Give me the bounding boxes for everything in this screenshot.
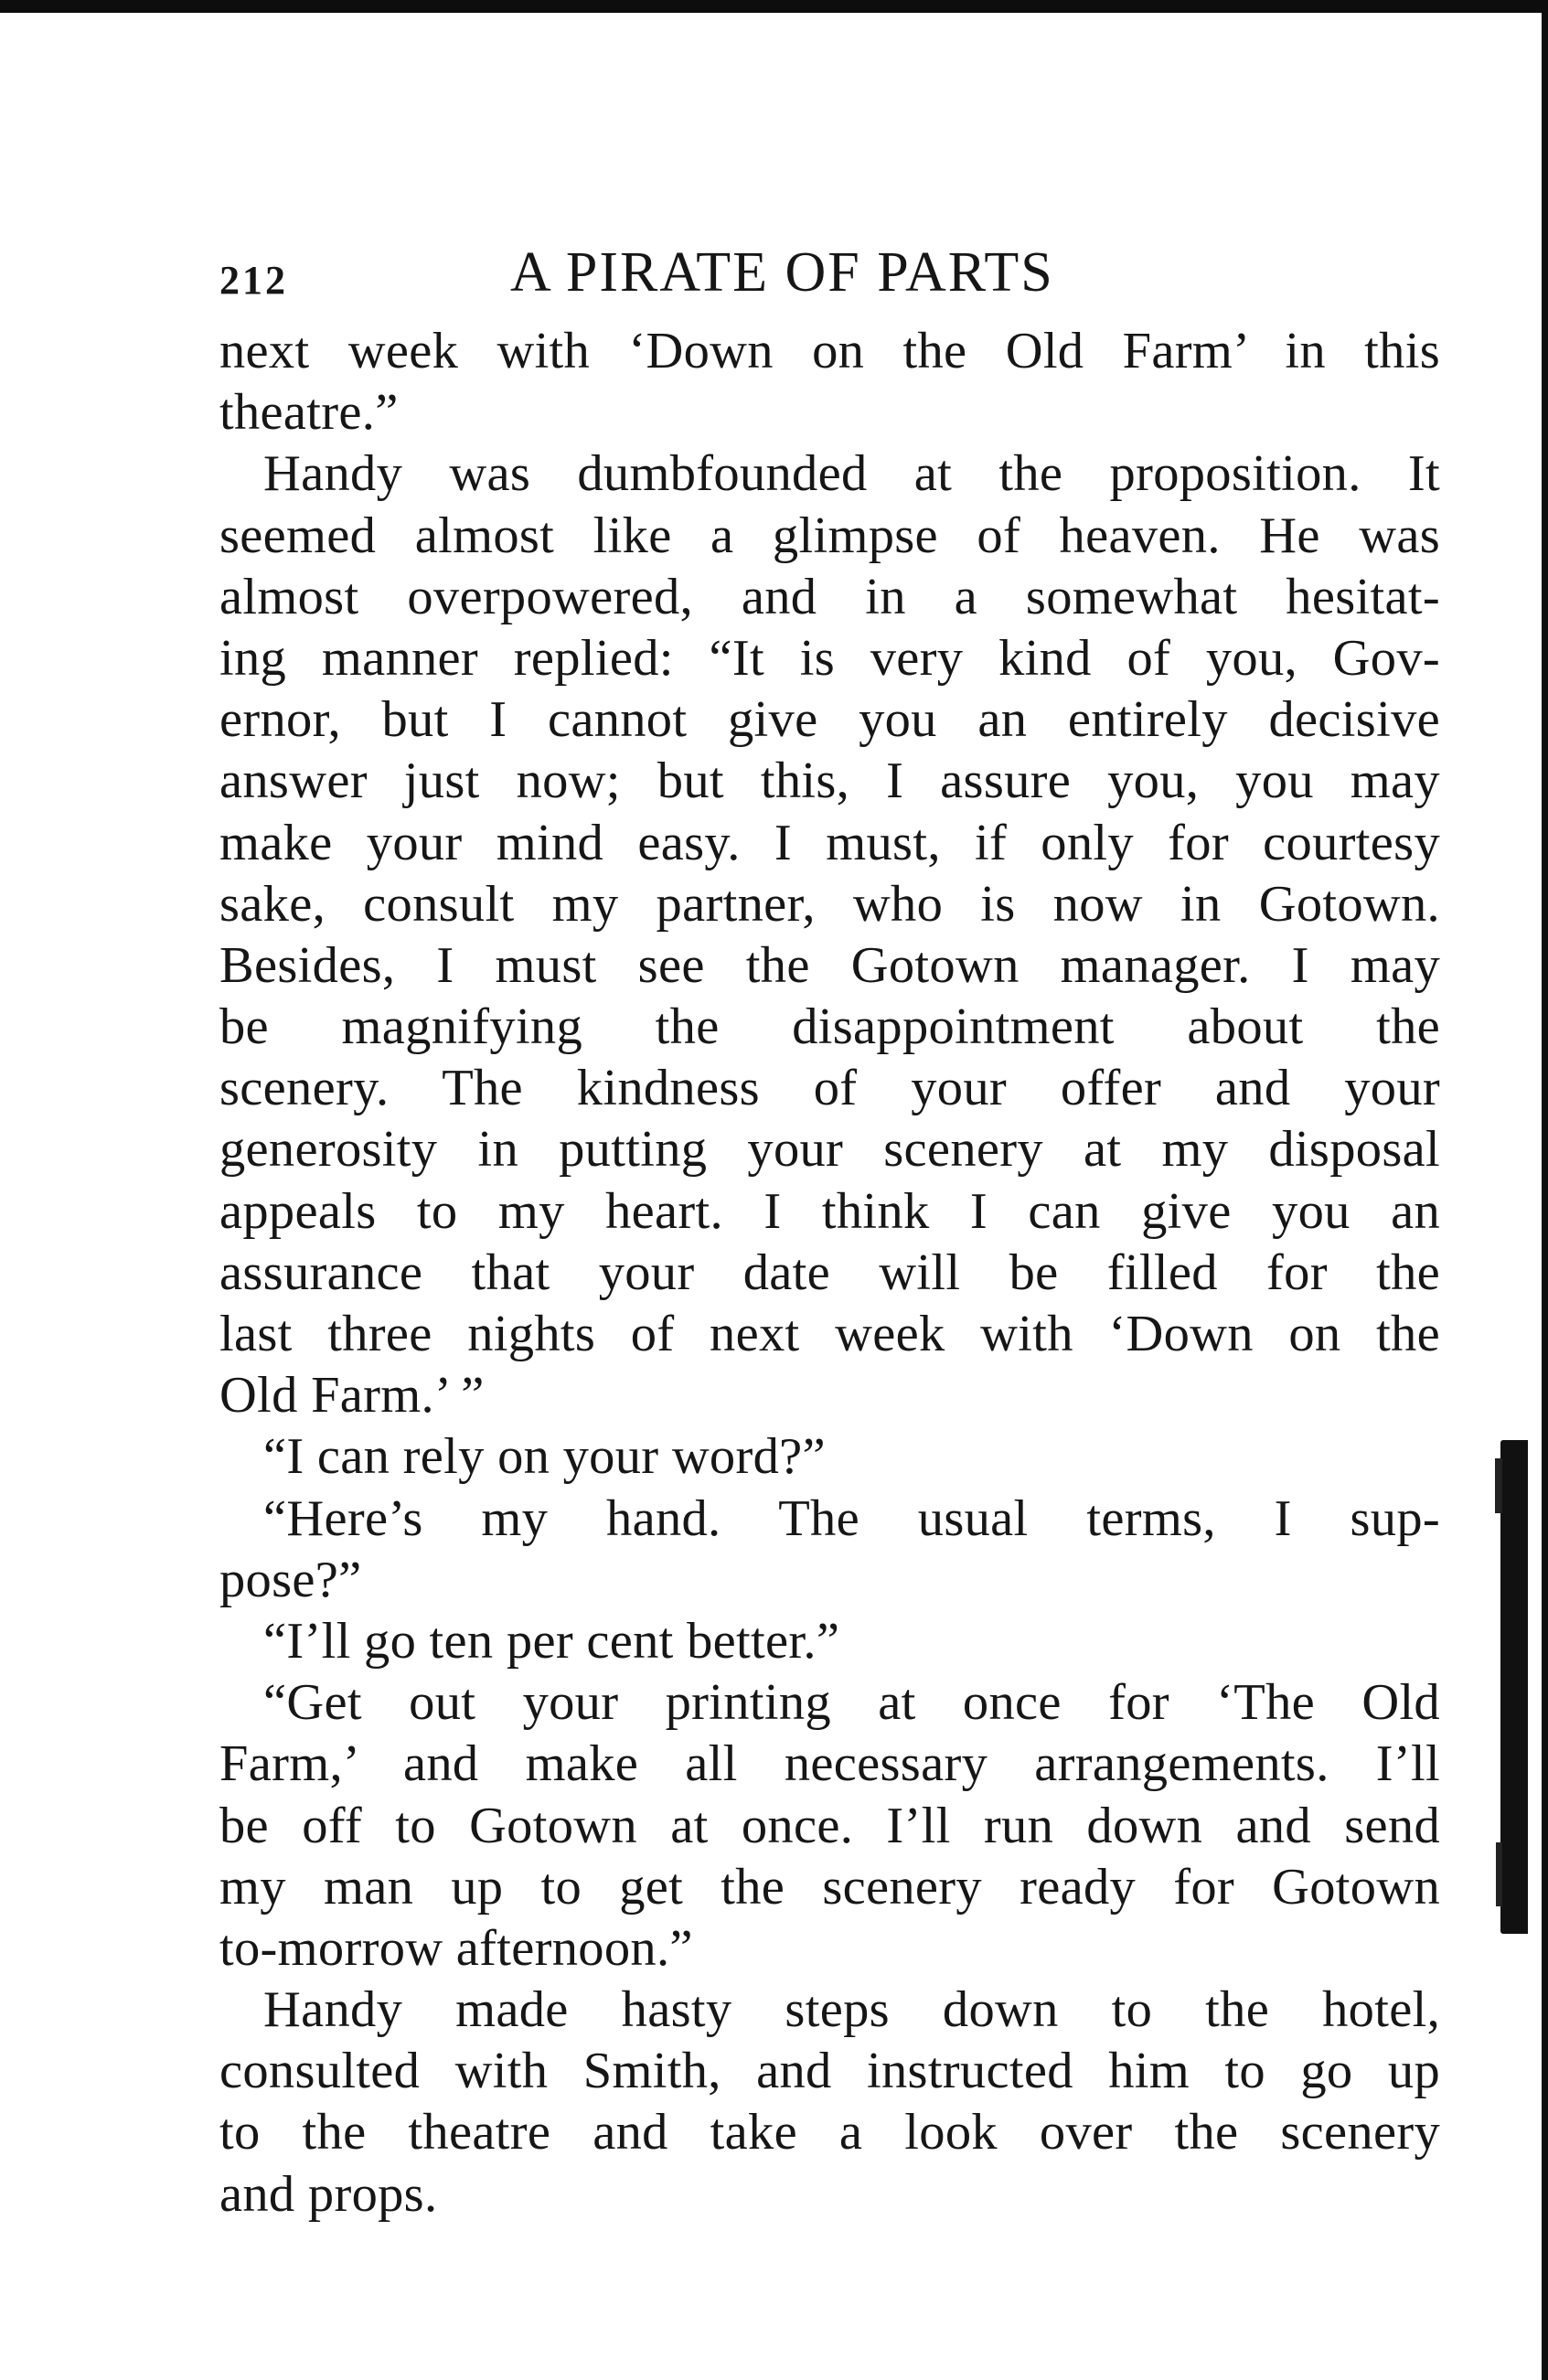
text-line: theatre.” (219, 384, 399, 442)
text-line: scenery. The kindness of your offer and your (219, 1060, 1440, 1117)
page-number: 212 (219, 258, 288, 303)
text-line: answer just now; but this, I assure you, you may (219, 752, 1440, 810)
text-line: to-morrow afternoon.” (219, 1919, 693, 1977)
text-line: “Get out your printing at once for ‘The Old (263, 1674, 1440, 1732)
text-line: ing manner replied: “It is very kind of you, Gov- (219, 629, 1440, 687)
text-line: next week with ‘Down on the Old Farm’ in this (219, 323, 1440, 379)
text-line: assurance that your date will be filled for the (219, 1243, 1440, 1301)
text-line: almost overpowered, and in a somewhat hesitat- (219, 568, 1440, 625)
text-line: last three nights of next week with ‘Down on the (219, 1306, 1440, 1362)
book-page (219, 233, 1440, 2225)
text-line: ernor, but I cannot give you an entirely decisive (219, 691, 1440, 749)
running-title: A PIRATE OF PARTS (510, 241, 1054, 304)
running-header (219, 233, 1440, 315)
text-line: “Here’s my hand. The usual terms, I sup- (263, 1489, 1440, 1547)
text-line: Handy made hasty steps down to the hotel, (263, 1981, 1440, 2039)
text-line: consulted with Smith, and instructed him to go up (219, 2043, 1440, 2100)
text-line: pose?” (219, 1551, 362, 1608)
text-line: to the theatre and take a look over the scenery (219, 2104, 1440, 2161)
text-line: Handy was dumbfounded at the proposition. It (263, 445, 1440, 503)
top-border (0, 0, 1548, 13)
text-line: Old Farm.’ ” (219, 1367, 485, 1425)
text-line: be magnifying the disappointment about the (219, 998, 1440, 1056)
body-text (219, 321, 1440, 2225)
text-line: be off to Gotown at once. I’ll run down and send (219, 1797, 1440, 1854)
text-line: generosity in putting your scenery at my disposal (219, 1121, 1440, 1179)
text-line: sake, consult my partner, who is now in Gotown. (219, 875, 1440, 933)
text-line: and props. (219, 2165, 438, 2223)
text-line: seemed almost like a glimpse of heaven. He was (219, 507, 1440, 564)
text-line: make your mind easy. I must, if only for courtesy (219, 814, 1440, 871)
text-line: “I can rely on your word?” (263, 1428, 826, 1486)
scan-edge-mark (1500, 1440, 1528, 1934)
text-line: appeals to my heart. I think I can give you an (219, 1182, 1440, 1240)
text-line: “I’ll go ten per cent better.” (263, 1612, 840, 1670)
text-line: my man up to get the scenery ready for Gotown (219, 1858, 1440, 1916)
right-border (1542, 0, 1548, 2380)
text-line: Besides, I must see the Gotown manager. I may (219, 936, 1440, 994)
text-line: Farm,’ and make all necessary arrangements. I’ll (219, 1735, 1440, 1793)
